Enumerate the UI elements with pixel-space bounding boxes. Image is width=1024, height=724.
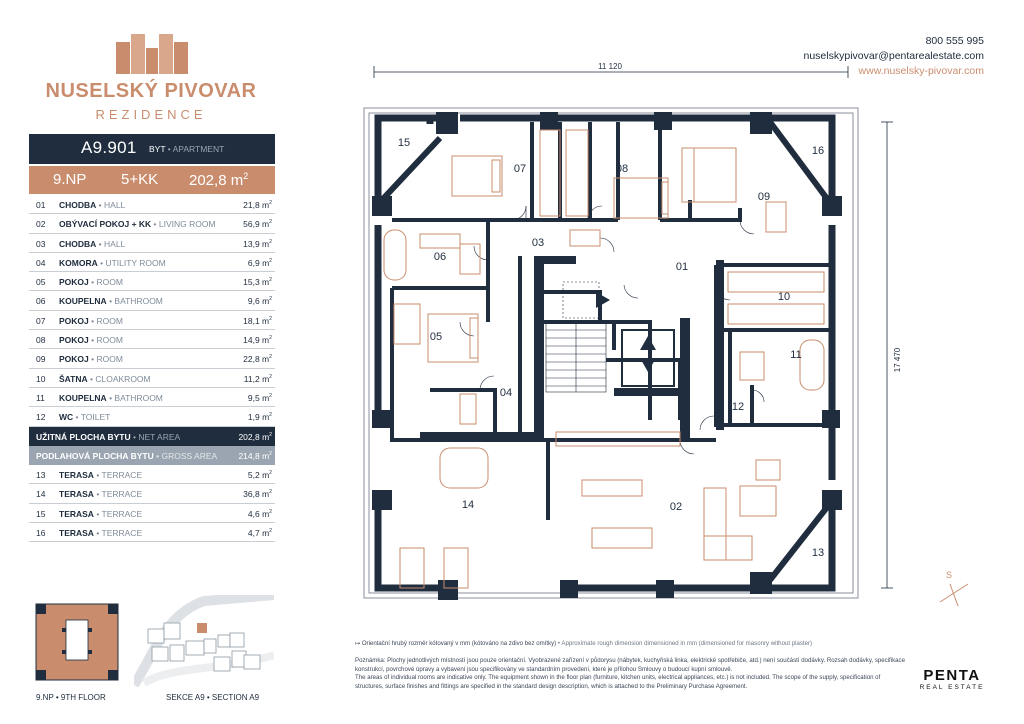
room-label-05: 05 [429, 331, 443, 343]
room-row [29, 195, 275, 214]
contact-email[interactable]: nuselskypivovar@pentarealestate.com [803, 50, 984, 62]
room-row-name: OBÝVACÍ POKOJ + KK • LIVING ROOM [59, 219, 216, 230]
room-label-12: 12 [731, 401, 745, 413]
room-row-area-value: 56,9 m [243, 219, 270, 230]
room-label-07: 07 [513, 163, 527, 175]
room-row-name: POKOJ • ROOM [59, 335, 123, 346]
terrace-row-number: 14 [36, 489, 46, 500]
terrace-row [29, 504, 275, 523]
terrace-row-area-value: 4,6 m [247, 508, 270, 519]
gross-area-row-name-cz: PODLAHOVÁ PLOCHA BYTU [36, 450, 154, 461]
room-row-number: 05 [36, 277, 46, 288]
room-label-15: 15 [397, 137, 411, 149]
room-label-09: 09 [757, 191, 771, 203]
room-row-area-sup: 2 [269, 277, 272, 284]
room-row-number: 09 [36, 354, 46, 365]
room-row-name-cz: OBÝVACÍ POKOJ + KK [59, 219, 152, 230]
room-row-area [243, 277, 272, 287]
floor-plan [360, 60, 920, 620]
room-row-area-sup: 2 [269, 354, 272, 361]
terrace-row-number: 16 [36, 528, 46, 539]
unit-type-en: APARTMENT [172, 144, 225, 154]
net-area-row-name: UŽITNÁ PLOCHA BYTU • NET AREA [36, 431, 181, 442]
compass-letter: S [946, 570, 953, 580]
unit-summary [29, 166, 275, 194]
terrace-row-name-cz: TERASA [59, 470, 94, 481]
room-row-area [243, 316, 272, 326]
room-row-name-cz: ŠATNA [59, 373, 88, 384]
room-row-name-cz: POKOJ [59, 335, 89, 346]
room-label-11: 11 [790, 349, 802, 361]
terrace-row-area-sup: 2 [269, 508, 272, 515]
room-row-number: 04 [36, 257, 46, 268]
unit-area-sup: 2 [243, 171, 249, 181]
developer-sub: REAL ESTATE [919, 684, 985, 691]
compass-icon [936, 568, 972, 608]
brand-title: NUSELSKÝ PIVOVAR [45, 80, 257, 102]
dimension-note-cz: Orientační hrubý rozměr kótovaný v mm (kótováno na zdivo bez omítky) [361, 640, 557, 647]
room-row-area [248, 296, 272, 306]
room-row-area [243, 335, 272, 345]
terrace-row-area-sup: 2 [269, 528, 272, 535]
room-row-name: POKOJ • ROOM [59, 277, 123, 288]
dimension-width: 11 120 [598, 62, 622, 71]
room-row-area-sup: 2 [269, 258, 272, 265]
dimension-note: ↦ Orientační hrubý rozměr kótovaný v mm (kótováno na zdivo bez omítky) • Approximate rough dimension dimensioned in mm (dimensioned for masonry without plaster) [355, 640, 813, 647]
room-row-name: KOUPELNA • BATHROOM [59, 296, 163, 307]
room-row-area [248, 393, 272, 403]
room-row-name-en: BATHROOM [114, 296, 163, 307]
terrace-row-area-sup: 2 [269, 470, 272, 477]
unit-area-value: 202,8 m [189, 172, 244, 189]
unit-floor: 9.NP [53, 171, 87, 188]
room-row-name: KOUPELNA • BATHROOM [59, 392, 163, 403]
room-label-03: 03 [531, 237, 545, 249]
room-row-name-en: TOILET [80, 412, 111, 423]
terrace-row-name-cz: TERASA [59, 528, 94, 539]
terrace-row-name: TERASA • TERRACE [59, 508, 143, 519]
room-row-area [243, 219, 272, 229]
room-row-name-en: ROOM [96, 354, 123, 365]
terrace-row [29, 523, 275, 542]
terrace-row-name-en: TERRACE [101, 489, 143, 500]
terrace-row-name: TERASA • TERRACE [59, 489, 143, 500]
note-cz: Poznámka: Plochy jednotlivých místností jsou pouze orientační. Vyobrazené zařízení v půdorysu (nábytek, kuchyňská linka, elektrické spotřebiče, atd.) není součástí dodávky. Rozsah dodávky, specifikace konstrukcí, povrchové úpravy a vybavení jsou specifikovány ve standardním provedení, které je přílohou Smlouvy o budoucí kupní smlouvě. [355, 657, 905, 673]
room-label-08: 08 [615, 163, 629, 175]
room-row-name-en: HALL [104, 200, 126, 210]
terrace-row-name-en: TERRACE [101, 470, 143, 481]
gross-area-row-area [238, 451, 272, 461]
room-row-area-sup: 2 [269, 296, 272, 303]
room-row-name-cz: KOUPELNA [59, 296, 107, 307]
net-area-row-area-sup: 2 [269, 431, 272, 438]
terrace-row-area [248, 528, 272, 538]
room-row-area-value: 9,5 m [247, 392, 270, 403]
room-row [29, 330, 275, 349]
note-en: The areas of individual rooms are indicative only. The equipment shown in the floor plan (furniture, kitchen units, electrical appliances, etc.) is not included. The scope of the supply, specification of structures, surface finishes and fittings are specified in the standard design description, which is attached to the Preliminary Purchase Agreement. [355, 674, 881, 690]
room-label-13: 13 [811, 547, 825, 559]
net-area-row-name-cz: UŽITNÁ PLOCHA BYTU [36, 431, 131, 442]
room-row-number: 08 [36, 335, 46, 346]
room-row-area-value: 21,8 m [243, 200, 270, 210]
dimension-height: 17 470 [893, 347, 902, 373]
room-row-name-cz: POKOJ [59, 315, 89, 326]
room-row-number: 01 [36, 200, 46, 210]
room-row [29, 349, 275, 368]
rooms-table [29, 195, 275, 542]
brewery-logo-icon [116, 34, 188, 74]
room-row-area [248, 258, 272, 268]
room-label-16: 16 [811, 145, 825, 157]
terrace-row-area-sup: 2 [269, 489, 272, 496]
room-row-area-value: 13,9 m [243, 238, 270, 249]
room-row-area-value: 1,9 m [247, 412, 270, 423]
room-row-area-sup: 2 [269, 373, 272, 380]
room-row-name: POKOJ • ROOM [59, 315, 123, 326]
net-area-row-area [238, 432, 272, 442]
room-row-area-value: 14,9 m [243, 335, 270, 346]
room-row [29, 311, 275, 330]
room-row-name-en: UTILITY ROOM [105, 257, 166, 268]
gross-area-row-name: PODLAHOVÁ PLOCHA BYTU • GROSS AREA [36, 450, 218, 461]
room-row-number: 11 [36, 392, 45, 403]
room-row-area [248, 412, 272, 422]
room-row-name-cz: POKOJ [59, 354, 89, 365]
gross-area-row-area-value: 214,8 m [238, 450, 270, 461]
room-row-name: KOMORA • UTILITY ROOM [59, 257, 166, 268]
terrace-row-number: 15 [36, 508, 46, 519]
room-row-name: WC • TOILET [59, 412, 111, 423]
room-row-area-sup: 2 [269, 412, 272, 419]
room-row [29, 369, 275, 388]
dimension-note-en: Approximate rough dimension dimensioned in mm (dimensioned for masonry without plaster) [561, 640, 813, 647]
brand-subtitle: REZIDENCE [95, 107, 207, 122]
terrace-row-name-en: TERRACE [101, 508, 143, 519]
room-label-10: 10 [777, 291, 791, 303]
floor-key-label: 9.NP • 9TH FLOOR [36, 693, 106, 702]
room-row-name: CHODBA • HALL [59, 238, 126, 249]
net-area-row-area-value: 202,8 m [238, 431, 270, 442]
room-row-name-cz: KOUPELNA [59, 392, 107, 403]
room-row-name-cz: CHODBA [59, 200, 97, 210]
room-row [29, 234, 275, 253]
terrace-railing [364, 108, 858, 598]
terrace-row-name-cz: TERASA [59, 508, 94, 519]
terrace-row-area-value: 4,7 m [247, 528, 270, 539]
room-row-area-value: 9,6 m [247, 296, 270, 307]
stair-up-arrow-icon [596, 292, 610, 308]
room-row-area-sup: 2 [269, 393, 272, 400]
room-row-number: 10 [36, 373, 46, 384]
room-row-name: POKOJ • ROOM [59, 354, 123, 365]
elevator-down-icon [640, 358, 656, 372]
developer-name: PENTA [923, 667, 981, 684]
room-label-14: 14 [461, 499, 475, 511]
room-row-name-en: BATHROOM [114, 392, 163, 403]
dimension-note-icon: ↦ [355, 640, 361, 647]
terrace-row-name: TERASA • TERRACE [59, 528, 143, 539]
unit-type: BYT • APARTMENT [149, 144, 225, 154]
gross-area-row-area-sup: 2 [269, 451, 272, 458]
terrace-row [29, 465, 275, 484]
room-row-area-value: 22,8 m [243, 354, 270, 365]
room-row-area [243, 239, 272, 249]
room-row-name-cz: KOMORA [59, 257, 98, 268]
net-area-row [29, 427, 275, 446]
room-row-number: 07 [36, 315, 46, 326]
unit-header [29, 134, 275, 164]
terrace-row-area [248, 509, 272, 519]
room-row-name-en: ROOM [96, 335, 123, 346]
terrace-row-area [248, 470, 272, 480]
unit-area [189, 171, 248, 189]
room-label-04: 04 [499, 387, 513, 399]
room-row-area-sup: 2 [269, 200, 272, 207]
elevator-up-icon [640, 336, 656, 350]
unit-code: A9.901 [81, 138, 137, 157]
room-row-name-en: ROOM [96, 315, 123, 326]
columns [372, 112, 842, 600]
room-row-name: ŠATNA • CLOAKROOM [59, 373, 151, 384]
terrace-row-area [243, 489, 272, 499]
room-label-06: 06 [433, 251, 447, 263]
gross-area-row [29, 446, 275, 465]
room-row [29, 407, 275, 426]
terrace-row-name-en: TERRACE [101, 528, 143, 539]
gross-area-row-name-en: GROSS AREA [161, 450, 218, 461]
room-row-area-value: 18,1 m [243, 315, 270, 326]
floor-key-plan [32, 598, 122, 686]
room-row-name-en: HALL [104, 238, 126, 249]
room-row-name-en: LIVING ROOM [158, 219, 216, 230]
room-row [29, 214, 275, 233]
room-row-area-value: 15,3 m [243, 277, 270, 288]
room-row-area-sup: 2 [269, 238, 272, 245]
terrace-row [29, 484, 275, 503]
room-row [29, 253, 275, 272]
room-row-number: 02 [36, 219, 46, 230]
contact-phone[interactable]: 800 555 995 [925, 35, 984, 47]
unit-type-cz: BYT [149, 144, 166, 154]
terrace-row-name: TERASA • TERRACE [59, 470, 143, 481]
terrace-row-number: 13 [36, 470, 46, 481]
section-key-plan [134, 595, 274, 687]
room-label-02: 02 [669, 501, 683, 513]
room-row-area-value: 11,2 m [243, 373, 270, 384]
room-label-01: 01 [675, 261, 689, 273]
room-row-area-sup: 2 [269, 335, 272, 342]
room-row-area [243, 354, 272, 364]
contact-web[interactable]: www.nuselsky-pivovar.com [858, 65, 984, 77]
room-row-number: 12 [36, 412, 46, 423]
room-row-name-en: ROOM [96, 277, 123, 288]
brand-logo [28, 30, 274, 130]
unit-layout: 5+KK [121, 171, 159, 188]
room-row [29, 291, 275, 310]
room-row-area-value: 6,9 m [247, 257, 270, 268]
room-row-area [244, 374, 272, 384]
room-row-number: 03 [36, 238, 46, 249]
footer-notes [355, 640, 910, 691]
room-row-name: CHODBA • HALL [59, 200, 126, 210]
terrace-row-name-cz: TERASA [59, 489, 94, 500]
terrace-row-area-value: 5,2 m [247, 470, 270, 481]
room-row-name-cz: WC [59, 412, 74, 423]
room-row [29, 272, 275, 291]
room-row-name-en: CLOAKROOM [95, 373, 151, 384]
room-row-area-sup: 2 [269, 315, 272, 322]
net-area-row-name-en: NET AREA [138, 431, 181, 442]
room-row-area [243, 200, 272, 210]
room-row-name-cz: CHODBA [59, 238, 97, 249]
room-row [29, 388, 275, 407]
room-row-number: 06 [36, 296, 46, 307]
room-row-name-cz: POKOJ [59, 277, 89, 288]
room-row-area-sup: 2 [269, 219, 272, 226]
section-key-label: SEKCE A9 • SECTION A9 [166, 693, 260, 702]
developer-logo [917, 667, 987, 691]
terrace-row-area-value: 36,8 m [243, 489, 270, 500]
